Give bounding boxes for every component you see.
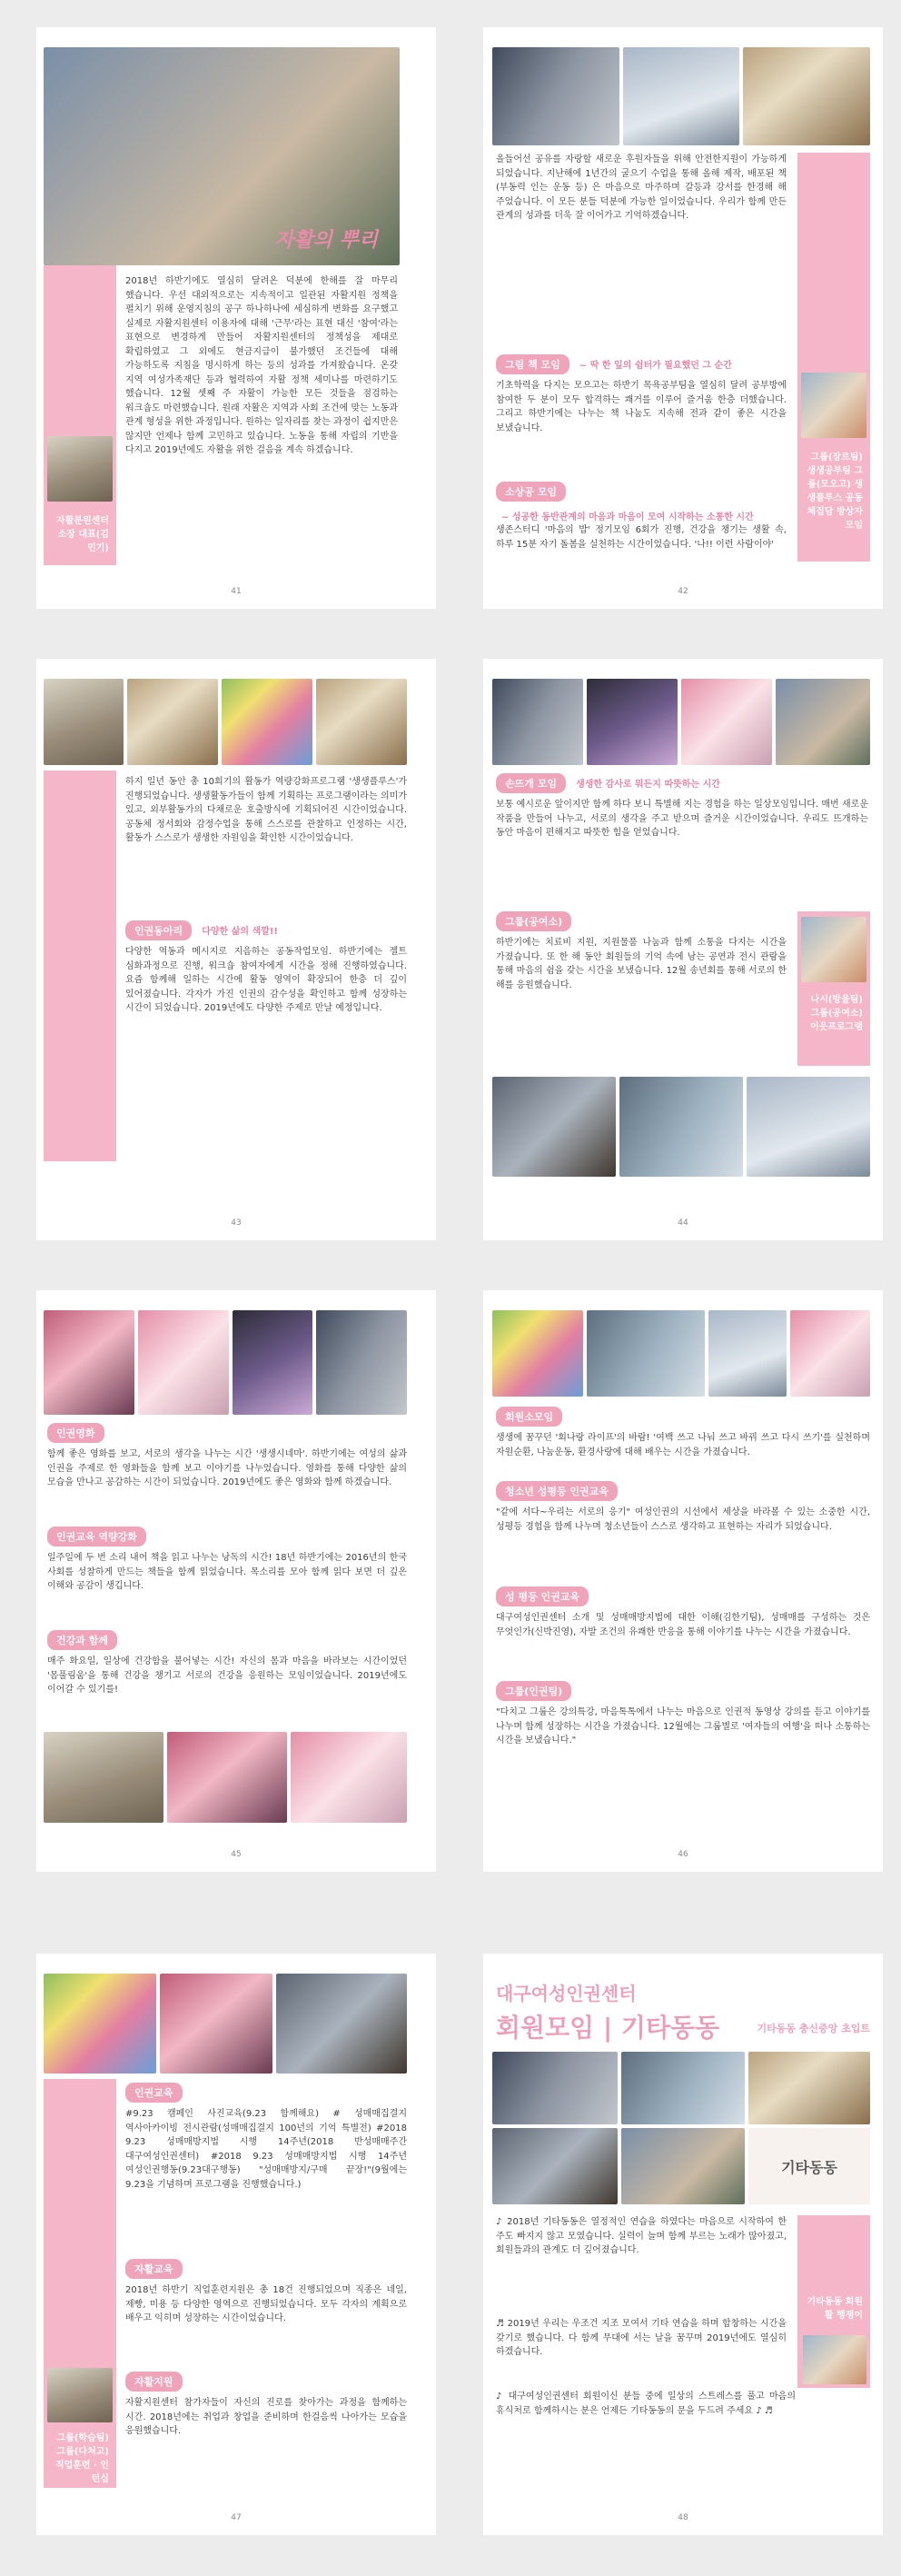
page-number: 41 (231, 587, 242, 596)
photo-bottom-2 (619, 1077, 743, 1177)
photo-5 (621, 2128, 745, 2204)
sidebar-caption: 그룹(학습팀) 그룹(다처고) 직업훈련 · 인턴십 (54, 2433, 109, 2484)
section-member-club (496, 1407, 870, 1459)
photo-1 (44, 679, 124, 765)
sidebar-caption: 자활분원센터 소장 대표(김민기) (56, 516, 109, 553)
section-body: 생생에 꿈꾸던 '회나랑 라이프'의 바람! '여백 쓰고 나눠 쓰고 바꿔 쓰고 다시 쓰기'를 실천하며 자원순환, 나눔운동, 환경사랑에 대해 배우는 시간을 가졌습니다. (496, 1433, 870, 1457)
section-body: 생존스터디 '마음의 밥' 정기모임 6회가 진행, 건강을 챙기는 생활 속, 하루 15분 자기 돌봄을 실천하는 시간이었습니다. '나!! 이런 사람이야' (496, 525, 787, 550)
photo-1 (492, 679, 583, 765)
photo-3 (222, 679, 312, 765)
section-film (47, 1423, 407, 1490)
section-health (47, 1630, 407, 1697)
section-youth-education (496, 1481, 870, 1534)
photo-caption: 자활의 뿌리 (274, 228, 378, 252)
section-title: 자활교육 (125, 2259, 183, 2279)
photo-4 (790, 1310, 870, 1397)
section-subtitle: ~ 성공한 동반관계의 마음과 마음이 모여 시작하는 소통한 시간 (501, 512, 754, 522)
photo-2 (621, 2052, 745, 2124)
photo-2 (587, 679, 678, 765)
page-number: 45 (231, 1850, 242, 1859)
page-44 (483, 659, 883, 1240)
section-body: 일주일에 두 번 소리 내어 책을 읽고 나누는 낭독의 시간! 18년 하반기에는 2016년의 한국 사회를 성찰하게 만드는 책들을 함께 읽었습니다. 목소리를 모아 함께 읽다 보면 더 깊은 이해와 공감이 생깁니다. (47, 1553, 407, 1591)
photo-3 (276, 1974, 407, 2074)
section-body: 하반기에는 치료비 지원, 지원물품 나눔과 함께 소통을 다지는 시간을 가졌습니다. 또 한 해 동안 회원들의 기억 속에 남는 공연과 전시 관람을 통해 마음의 쉼을 갖는 시간을 보냈습니다. 12월 송년회를 통해 서로의 한 해를 응원했습니다. (496, 938, 787, 990)
page-45 (36, 1290, 436, 1872)
section-title: 자활지원 (125, 2372, 183, 2392)
title-sub: 기타동동 충신중앙 초입트 (757, 2023, 870, 2034)
photo-2 (127, 679, 218, 765)
section-title: 성 평등 인권교육 (496, 1586, 589, 1606)
body-top: 올들어선 공유를 자랑할 새로운 후원자들을 위해 안전한지원이 가능하게 되었습니다. 지난해에 1년간의 굴으기 수업을 통해 올해 제작, 배포된 책 (부동력 인는 운동 등) 은 마음으로 마주하며 갈등과 강서를 한경해 해 주었습니다. 이 모든 분들 덕분에 가능한 일이었습니다. 우리가 함께 만든 관계의 성과를 더욱 잘 이어가고 기억하겠습니다. (496, 154, 787, 221)
section-title: 그룹(공여소) (496, 911, 571, 931)
section-gender-education (496, 1586, 870, 1639)
car-photo (623, 47, 739, 145)
page-number: 44 (678, 1218, 688, 1228)
section-subtitle: 다양한 삶의 색깔!! (202, 927, 278, 937)
section-body: 2018년 하반기 직업훈련지원은 총 18건 진행되었으며 직종은 네일, 제빵, 미용 등 다양한 영역으로 진행되었습니다. 모두 각자의 계획으로 배우고 익히며 성장하는 시간이었습니다. (125, 2285, 407, 2323)
side-photo (801, 917, 866, 982)
section-group-rights (496, 1681, 870, 1748)
side-photo (47, 2368, 113, 2422)
poster-1 (44, 1310, 134, 1415)
photo-4 (776, 679, 870, 765)
sidebar-caption: 기타동동 회원활 행쟁이 (807, 2297, 863, 2321)
body-3: ♪ 대구여성인권센터 회원이신 분들 중에 일상의 스트레스를 풀고 마음의 휴식처로 함께하시는 분은 언제든 기타동동의 문을 두드려 주세요 ♪ ♬ (496, 2392, 796, 2416)
photo-bottom-3 (747, 1077, 870, 1177)
section-body: 함께 좋은 영화를 보고, 서로의 생각을 나누는 시간 '생생시네마'. 하반기에는 여성의 삶과 인권을 주제로 한 영화들을 함께 보고 이야기를 나누었습니다. 영화를 통해 다양한 삶의 모습을 만나고 공감하는 시간이 되었습니다. 2019년에도 좋은 영화와 함께 하겠습니다. (47, 1449, 407, 1487)
section-small-business (496, 482, 787, 552)
photo-label: 기타동동 (748, 2128, 870, 2204)
photo-1 (492, 1310, 583, 1397)
photo-1 (492, 2052, 618, 2124)
page-41 (36, 27, 436, 609)
section-body: 매주 화요일, 일상에 건강함을 불어넣는 시간! 자신의 몸과 마음을 바라보는 시간이었던 '몸풀림움'을 통해 건강을 챙기고 서로의 건강을 응원하는 모임이었습니다. 2019년에도 이어갈 수 있기를! (47, 1656, 407, 1695)
section-body: "같에 서다~우리는 서로의 응기" 여성인권의 시선에서 세상을 바라볼 수 있는 소중한 시간, 성평등 경험을 함께 나누며 청소년들이 스스로 생각하고 표현하는 자리가 되었습니다. (496, 1507, 870, 1532)
page-number: 47 (231, 2513, 242, 2522)
photo-1 (44, 1974, 156, 2074)
section-title: 인권영화 (47, 1423, 104, 1443)
group-photo (44, 47, 400, 265)
section-title: 청소년 성평등 인권교육 (496, 1481, 618, 1501)
section-title: 그룹(인권팀) (496, 1681, 571, 1701)
section-body: "다치고 그룹은 강의특강, 마음톡톡에서 나누는 마음으로 인권적 동영상 강의를 듣고 이야기를 나누며 함께 성장하는 시간을 가졌습니다. 12월에는 그룹별로 '여자들의 여행'을 떠나 소통하는 시간을 보냈습니다." (496, 1707, 870, 1746)
poster-2 (138, 1310, 229, 1415)
photo-3 (681, 679, 772, 765)
page-number: 43 (231, 1218, 242, 1228)
body-text: 2018년 하반기에도 열심히 달려온 덕분에 한해를 잘 마무리 했습니다. 우선 대외적으로는 지속적이고 일관된 자활지원 정책을 펼치기 위해 운영지침의 공구 하나하나에 세심하게 변화를 요구했고 실제로 자활지원센터 이용자에 대해 '근무'라는 표현 대신 '참여'라는 표현으로 변경하게 만들어 자활지원센터의 정책성을 제대로 확립하였고 그 외에도 현금지급이 불가했던 조건들에 대해 가능하도록 지침을 명시하게 하는 등의 성과를 가져왔습니다. 온갖 지역 여성가족재단 등과 협력하여 자활 정책 세미나를 마련하기도 했습니다. 12월 셋째 주 자활이 가능한 모든 것들을 점검하는 워크숍도 마련했습니다. 원래 자활은 지역과 사회 조건에 맞는 노동과 관계 형성을 위한 과정입니다. 원하는 일자리를 찾는 과정이 쉽지만은 않지만 언제나 함께 고민하고 있습니다. 노동을 통해 자립의 기반을 다지고 2019년에도 자활을 위한 걸음을 계속 하겠습니다. (125, 276, 398, 455)
photo-2 (160, 1974, 272, 2074)
section-title: 건강과 함께 (47, 1630, 117, 1650)
section-group (496, 911, 787, 992)
title-top: 대구여성인권센터 (496, 1983, 637, 2004)
office-photo (492, 47, 619, 145)
page-number: 46 (678, 1850, 688, 1859)
section-subtitle: ~ 딱 한 잎의 쉼터가 필요했던 그 순간 (579, 361, 732, 371)
side-photo (803, 2335, 866, 2384)
page-48 (483, 1954, 883, 2535)
photo-4 (316, 679, 407, 765)
portrait-photo (47, 436, 113, 502)
page-42 (483, 27, 883, 609)
left-pink-bar (44, 771, 116, 1161)
section-body: 기초학력을 다지는 모으고는 하반기 목욕공부팀을 열심히 달려 공부방에 참여한 두 분이 모두 합격하는 쾌거를 이루어 즐거움 한층 더했습니다. 그리고 하반기에는 나누는 책 나눔도 지속해 전과 같이 좋은 시간을 보냈습니다. (496, 381, 787, 433)
photo-bottom-1 (492, 1077, 616, 1177)
section-self-support-education (125, 2259, 407, 2326)
poster-3 (233, 1310, 312, 1415)
section-body: 보통 예시로운 앞이지만 함께 하다 보니 특별해 지는 경험을 하는 일상모임입니다. 매번 새로운 작품을 만들어 나누고, 서로의 생각을 주고 받으며 즐거운 시간이었습니다. 우리도 뜨개하는 동안 마음이 편해지고 따뜻한 힘을 얻었습니다. (496, 800, 868, 838)
photo-bottom-3 (291, 1732, 407, 1823)
section-reading (47, 1527, 407, 1594)
page-number: 48 (678, 2513, 688, 2522)
section-human-rights-club (125, 920, 407, 1016)
section-body: 대구여성인권센터 소개 및 성매매방지법에 대한 이해(김한기팀), 성매매를 구성하는 것은 무엇인가(신박진영), 자발 조건의 유쾌한 반응을 통해 이야기를 나누는 시간을 가졌습니다. (496, 1613, 870, 1637)
poster-4 (316, 1310, 407, 1415)
section-picture-book (496, 354, 787, 435)
section-rights-education (125, 2083, 407, 2192)
section-knitting (496, 773, 868, 840)
section-title: 인권교육 역량강화 (47, 1527, 146, 1547)
body-top: 하지 일년 동안 총 10회기의 활동가 역량강화프로그램 '생생플루스'가 진행되었습니다. 생생활동가들이 함께 기획하는 프로그램이라는 의미가 있고, 외부활동가의 다채로운 호출방식에 기획되어진 시간이었습니다. 공동체 정서회와 감정수업을 통해 스스로를 관찰하고 인정하는 시간, 활동가 스스로가 생생한 자원임을 확인한 시간이었습니다. (125, 777, 407, 843)
section-title: 회원소모임 (496, 1407, 562, 1427)
page-number: 42 (678, 587, 688, 596)
sidebar-caption: 그룹(장르팀) 생생공부팀 그룹(모오고) 생생플루스 공동체집담 방상자모임 (807, 453, 863, 531)
section-title: 인권교육 (125, 2083, 183, 2103)
section-title: 그림 책 모임 (496, 354, 569, 374)
photo-2 (587, 1310, 705, 1397)
building-photo (743, 47, 870, 145)
section-title: 손뜨개 모임 (496, 773, 566, 793)
section-body: 자활지원센터 참가자들이 자신의 진로를 찾아가는 과정을 함께하는 시간. 2018년에는 취업과 창업을 준비하며 한걸음씩 나아가는 모습을 응원했습니다. (125, 2398, 407, 2436)
section-body: #9.23 캠페인 사진교육(9.23 함께해요) # 성매매집결지 역사아카이빙 전시관람(성매매집결지 100년의 기억 특별전) #2018 9.23 성매매방지법 시행 14주년(2018 반성매매주간 대구여성인권센터) #2018 9.23 성매매방지법 시행 14주년 여성인권행동(9.23대구행동) "성매매방지/구매 끝장!"(9월에는 9.23을 기념하며 프로그램을 진행했습니다.) (125, 2109, 407, 2190)
sidebar-caption: 나시(방울팀) 그룹(공여소) 이웃프로그램 (810, 995, 863, 1032)
body-2: ♬ 2019년 우리는 우조건 지조 모여서 기타 연습을 하며 합창하는 시간을 갖기로 했습니다. 다 함께 무대에 서는 날을 꿈꾸며 2019년에도 열심히 하겠습니다. (496, 2319, 787, 2357)
section-title: 인권동아리 (125, 920, 192, 940)
section-body: 다양한 역동과 메시지로 지음하는 공동작업모임. 하반기에는 젤트 심화과정으로 진행, 워크숍 참여자에게 시간을 정해 진행하였습니다. 요즘 함께해 일하는 시간에 활동 영역이 확장되어 한층 더 깊이 있어졌습니다. 각자가 가진 인권의 감수성을 확인하고 함께 성장하는 시간이 되었습니다. 2019년에도 다양한 주제로 만날 예정입니다. (125, 947, 407, 1013)
photo-bottom-2 (167, 1732, 287, 1823)
section-title: 소상공 모임 (496, 482, 566, 502)
photo-3 (748, 2052, 870, 2124)
side-photo (801, 373, 866, 438)
section-subtitle: 생생한 감사로 뭐든지 따뜻하는 시간 (576, 780, 720, 790)
photo-bottom-1 (44, 1732, 163, 1823)
page-46 (483, 1290, 883, 1872)
photo-4 (492, 2128, 618, 2204)
body-1: ♪ 2018년 기타동동은 열정적인 연습을 하였다는 마음으로 시작하여 한 주도 빠지지 않고 모였습니다. 실력이 늘며 함께 부르는 노래가 많아졌고, 회원들과의 관계도 더 깊어졌습니다. (496, 2217, 787, 2255)
page-43 (36, 659, 436, 1240)
photo-3 (708, 1310, 787, 1397)
title-main: 회원모임 | 기타동동 (496, 2013, 720, 2043)
page-47 (36, 1954, 436, 2535)
section-self-support (125, 2372, 407, 2439)
